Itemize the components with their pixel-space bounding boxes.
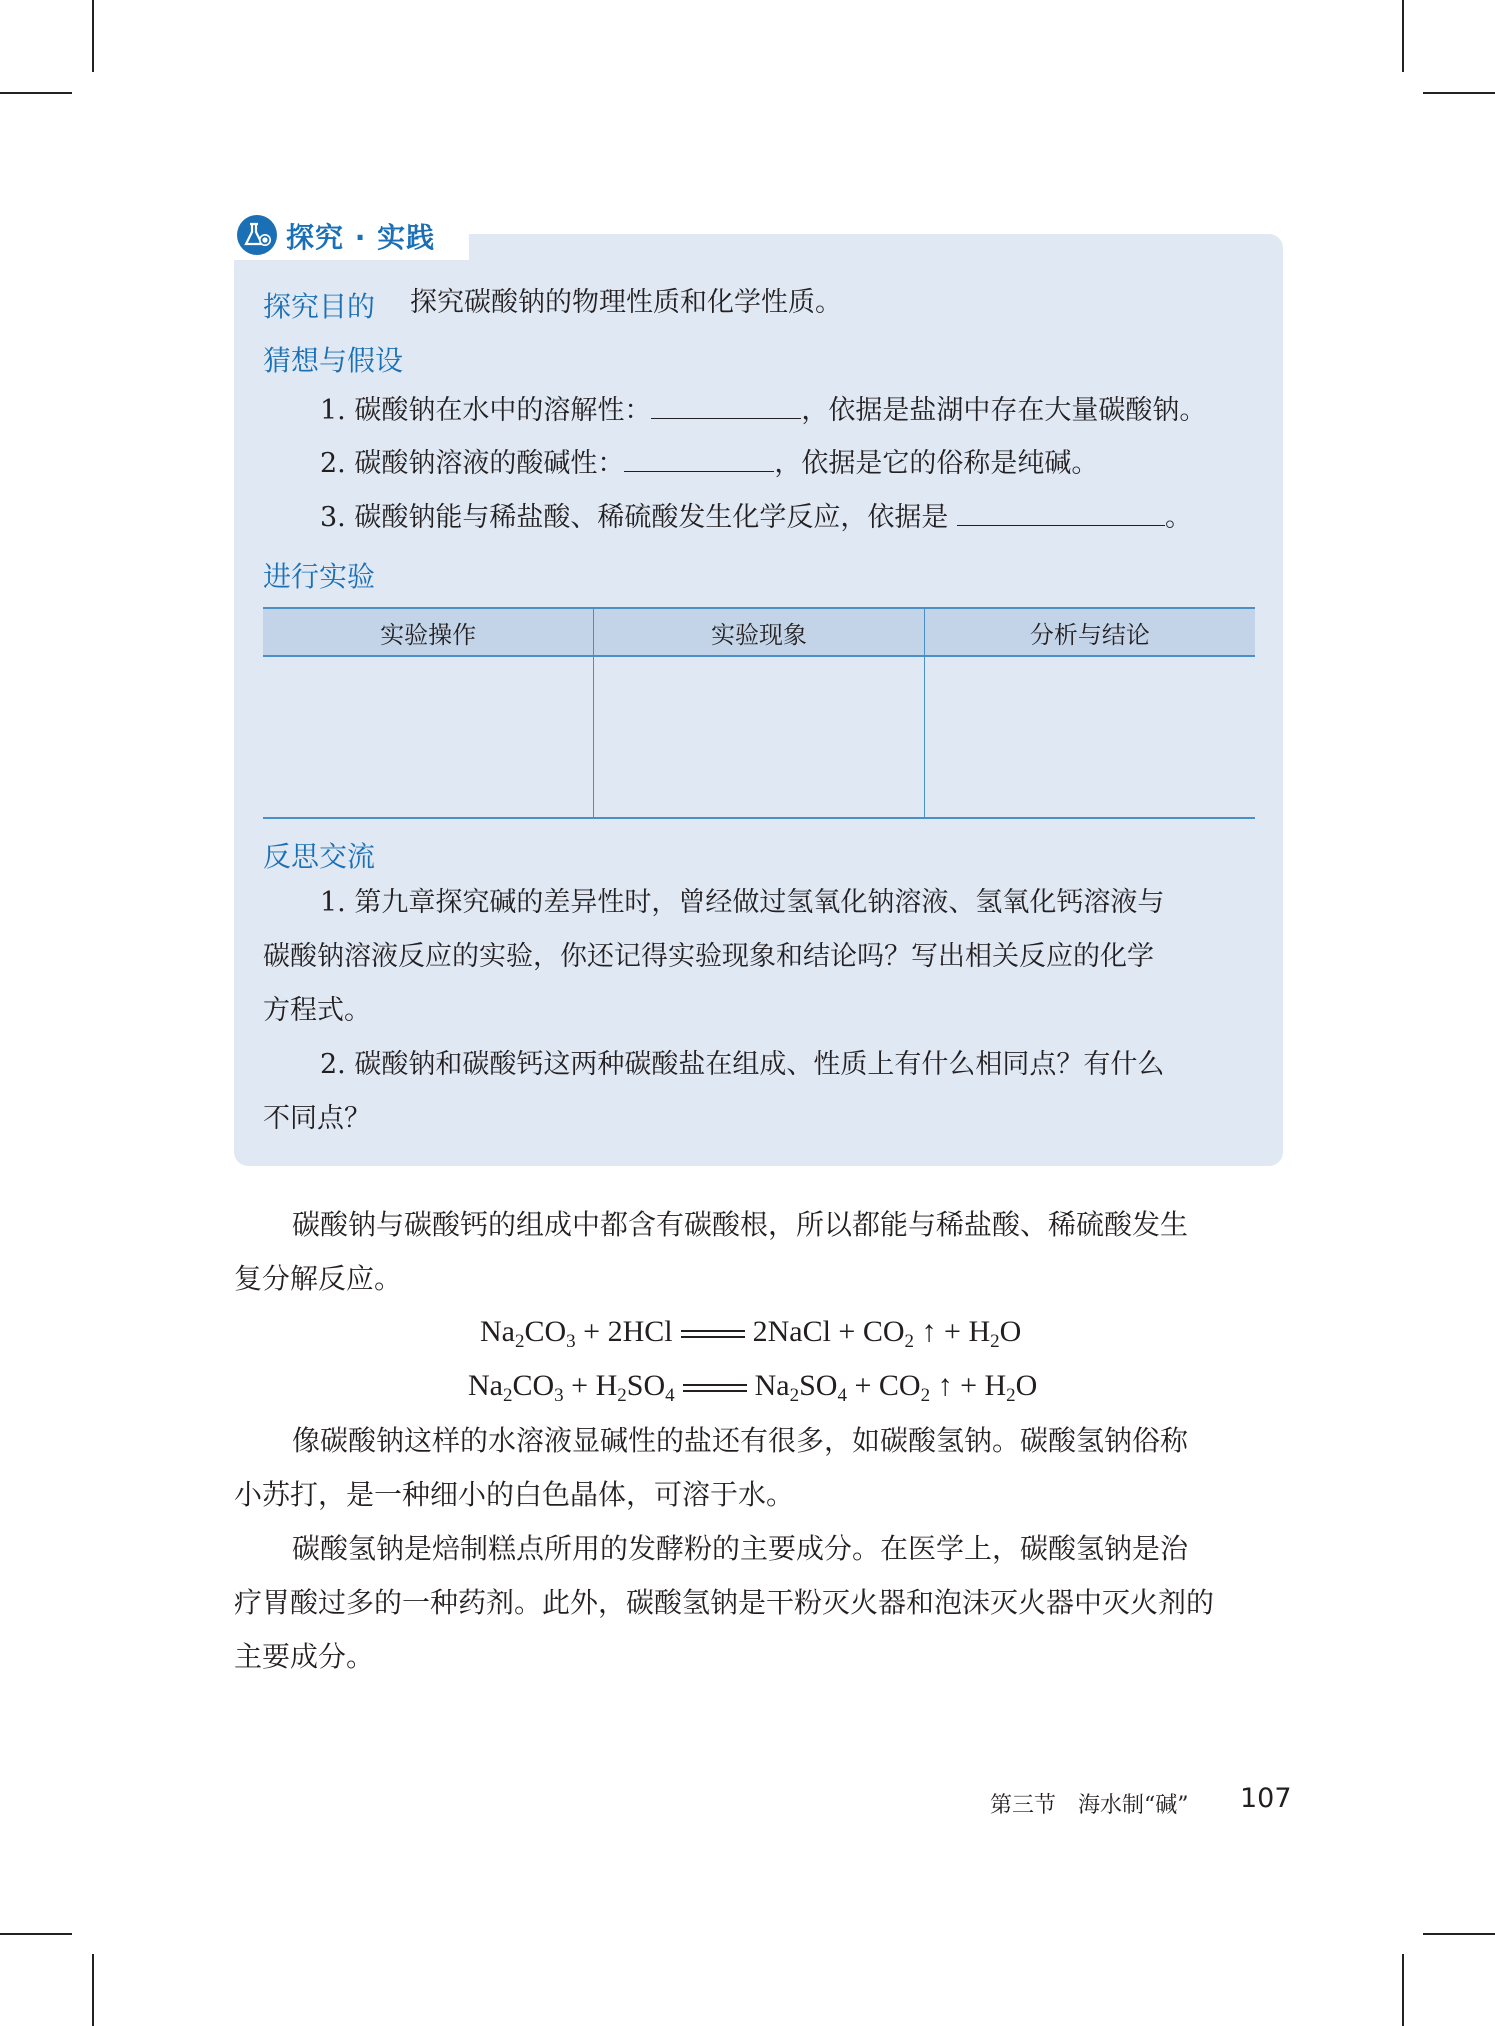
reflection-line: 方程式。 bbox=[263, 995, 371, 1026]
hypothesis-label: 猜想与假设 bbox=[263, 344, 404, 377]
chemical-equation: $Na_2CO_3 + 2HCl$ 2NaCl + $CO_2$ ↑ + $H_2O$ bbox=[480, 1315, 1022, 1352]
hypothesis-item: 3. 碳酸钠能与稀盐酸、稀硫酸发生化学反应，依据是 。 bbox=[320, 491, 1192, 545]
crop-mark bbox=[1402, 1954, 1404, 2026]
equals-sign bbox=[683, 1384, 747, 1392]
table-cell[interactable] bbox=[924, 656, 1255, 818]
crop-mark bbox=[1423, 1933, 1495, 1935]
hypothesis-item: 1. 碳酸钠在水中的溶解性： ，依据是盐湖中存在大量碳酸钠。 bbox=[320, 384, 1206, 438]
crop-mark bbox=[92, 0, 94, 72]
crop-mark bbox=[0, 92, 72, 94]
experiment-table bbox=[263, 607, 1255, 819]
paragraph-line: 疗胃酸过多的一种药剂。此外，碳酸氢钠是干粉灭火器和泡沫灭火器中灭火剂的 bbox=[234, 1586, 1215, 1619]
column-header: 分析与结论 bbox=[924, 608, 1255, 656]
reflection-line: 2. 碳酸钠和碳酸钙这两种碳酸盐在组成、性质上有什么相同点？有什么 bbox=[320, 1049, 1165, 1080]
reflection-line: 不同点？ bbox=[263, 1103, 371, 1134]
paragraph-line: 碳酸氢钠是焙制糕点所用的发酵粉的主要成分。在医学上，碳酸氢钠是治 bbox=[292, 1532, 1189, 1565]
equals-sign bbox=[681, 1330, 745, 1338]
purpose-label: 探究目的 bbox=[263, 290, 376, 323]
crop-mark bbox=[1423, 92, 1495, 94]
crop-mark bbox=[0, 1933, 72, 1935]
hypothesis-item: 2. 碳酸钠溶液的酸碱性： ，依据是它的俗称是纯碱。 bbox=[320, 437, 1098, 491]
paragraph-line: 复分解反应。 bbox=[234, 1262, 403, 1295]
column-header: 实验现象 bbox=[594, 608, 925, 656]
answer-blank[interactable] bbox=[651, 388, 801, 419]
chemical-equation: $Na_2CO_3 + H_2SO_4$ $Na_2SO_4 + CO_2$ ↑ + $H_2O$ bbox=[468, 1369, 1038, 1406]
purpose-text: 探究碳酸钠的物理性质和化学性质。 bbox=[410, 287, 842, 318]
paragraph-line: 主要成分。 bbox=[234, 1640, 375, 1673]
reflection-line: 碳酸钠溶液反应的实验，你还记得实验现象和结论吗？写出相关反应的化学 bbox=[263, 941, 1154, 972]
running-footer-title: 第三节 海水制“碱” bbox=[990, 1793, 1189, 1818]
paragraph-line: 像碳酸钠这样的水溶液显碱性的盐还有很多，如碳酸氢钠。碳酸氢钠俗称 bbox=[292, 1424, 1189, 1457]
crop-mark bbox=[1402, 0, 1404, 72]
reflection-line: 1. 第九章探究碱的差异性时，曾经做过氢氧化钠溶液、氢氧化钙溶液与 bbox=[320, 887, 1165, 918]
crop-mark bbox=[92, 1954, 94, 2026]
column-header: 实验操作 bbox=[263, 608, 594, 656]
reflection-label: 反思交流 bbox=[263, 840, 376, 873]
answer-blank[interactable] bbox=[624, 441, 774, 472]
page-number: 107 bbox=[1240, 1783, 1292, 1814]
flask-icon bbox=[236, 214, 278, 256]
table-cell[interactable] bbox=[594, 656, 925, 818]
experiment-label: 进行实验 bbox=[263, 560, 376, 593]
table-cell[interactable] bbox=[263, 656, 594, 818]
answer-blank[interactable] bbox=[957, 495, 1165, 526]
paragraph-line: 小苏打，是一种细小的白色晶体，可溶于水。 bbox=[234, 1478, 795, 1511]
section-title: 探究 · 实践 bbox=[286, 221, 436, 254]
paragraph-line: 碳酸钠与碳酸钙的组成中都含有碳酸根，所以都能与稀盐酸、稀硫酸发生 bbox=[292, 1208, 1189, 1241]
